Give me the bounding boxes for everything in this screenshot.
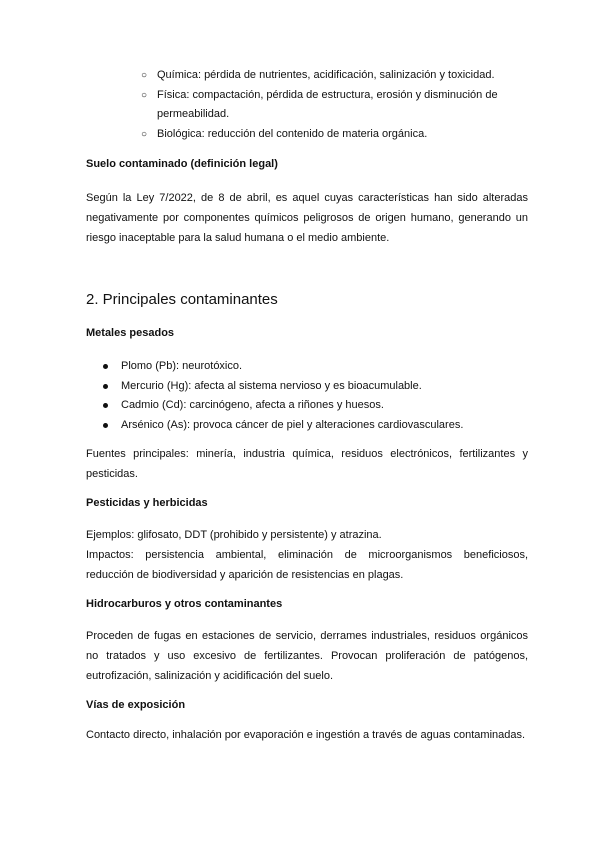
hydrocarbons-paragraph bbox=[86, 626, 528, 686]
legal-definition-heading: Suelo contaminado (definición legal) bbox=[86, 158, 278, 170]
section-title: 2. Principales contaminantes bbox=[86, 291, 278, 308]
bullet-icon bbox=[103, 364, 108, 369]
paragraph-line: Según la Ley 7/2022, de 8 de abril, es aquel cuyas características han sido alteradas bbox=[86, 192, 528, 204]
list-item-text-continued: permeabilidad. bbox=[157, 108, 230, 120]
list-item bbox=[103, 396, 463, 416]
paragraph-line: Fuentes principales: minería, industria química, residuos electrónicos, fertilizantes y bbox=[86, 448, 528, 460]
paragraph-line: negativamente por componentes químicos peligrosos de origen humano, generando un bbox=[86, 212, 528, 224]
paragraph-line: reducción de biodiversidad y aparición de resistencias en plagas. bbox=[86, 569, 404, 581]
hydrocarbons-heading: Hidrocarburos y otros contaminantes bbox=[86, 598, 283, 610]
paragraph-line: no tratados y uso excesivo de fertilizantes. Provocan proliferación de patógenos, bbox=[86, 650, 528, 662]
list-item bbox=[103, 416, 463, 436]
exposure-text: Contacto directo, inhalación por evaporación e ingestión a través de aguas contaminadas. bbox=[86, 729, 526, 741]
bullet-icon bbox=[103, 423, 108, 428]
pesticides-paragraph bbox=[86, 525, 528, 585]
heavy-metals-sources-paragraph bbox=[86, 444, 528, 484]
list-item-text: Arsénico (As): provoca cáncer de piel y alteraciones cardiovasculares. bbox=[121, 418, 464, 431]
list-item-text: Cadmio (Cd): carcinógeno, afecta a riñones y huesos. bbox=[121, 399, 384, 411]
exposure-heading: Vías de exposición bbox=[86, 699, 186, 711]
hollow-bullet-icon: ○ bbox=[141, 89, 148, 101]
hollow-bullet-icon: ○ bbox=[141, 70, 148, 81]
list-item-text: Plomo (Pb): neurotóxico. bbox=[121, 360, 243, 372]
pesticides-heading: Pesticidas y herbicidas bbox=[86, 497, 208, 509]
paragraph-line: Ejemplos: glifosato, DDT (prohibido y persistente) y atrazina. bbox=[86, 529, 382, 541]
list-item-text: Química: pérdida de nutrientes, acidificación, salinización y toxicidad. bbox=[157, 69, 495, 81]
list-item bbox=[141, 66, 521, 86]
bullet-icon bbox=[103, 384, 108, 389]
list-item-text: Biológica: reducción del contenido de materia orgánica. bbox=[157, 127, 428, 140]
paragraph-line: Impactos: persistencia ambiental, eliminación de microorganismos beneficiosos, bbox=[86, 549, 528, 561]
list-item bbox=[103, 377, 463, 397]
list-item-text: Mercurio (Hg): afecta al sistema nervioso y es bioacumulable. bbox=[121, 379, 422, 392]
paragraph-line: riesgo inaceptable para la salud humana o el medio ambiente. bbox=[86, 232, 390, 244]
legal-definition-paragraph bbox=[86, 188, 528, 248]
bullet-icon bbox=[103, 403, 108, 408]
list-item bbox=[141, 125, 521, 145]
paragraph-line: eutrofización, salinización y acidificación del suelo. bbox=[86, 670, 334, 682]
list-item bbox=[141, 86, 521, 125]
list-item-text: Física: compactación, pérdida de estructura, erosión y disminución de bbox=[157, 88, 498, 101]
paragraph-line: pesticidas. bbox=[86, 468, 138, 480]
heavy-metals-list bbox=[103, 357, 463, 435]
heavy-metals-heading: Metales pesados bbox=[86, 327, 175, 339]
paragraph-line: Proceden de fugas en estaciones de servicio, derrames industriales, residuos orgánicos bbox=[86, 630, 528, 642]
list-item bbox=[103, 357, 463, 377]
soil-degradation-types-list bbox=[141, 66, 521, 144]
hollow-bullet-icon: ○ bbox=[141, 128, 148, 140]
